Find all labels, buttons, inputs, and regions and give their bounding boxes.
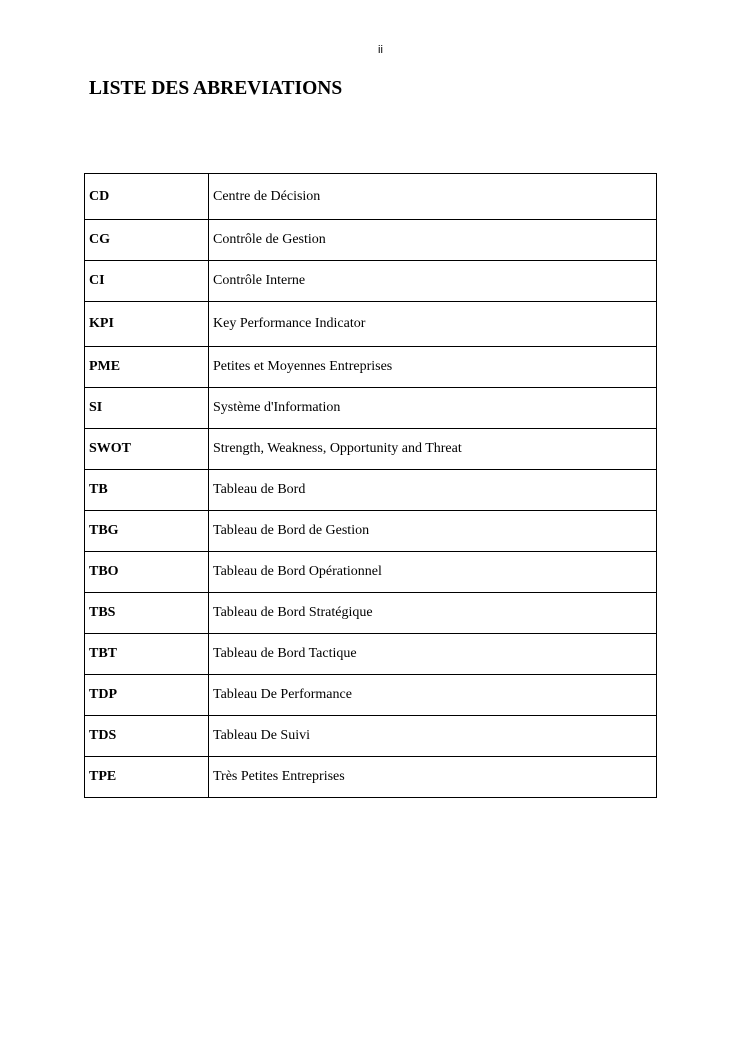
definition-cell: Tableau de Bord Tactique — [209, 634, 657, 675]
table-row — [85, 388, 657, 429]
definition-cell: Petites et Moyennes Entreprises — [209, 347, 657, 388]
abbreviation-cell: CG — [85, 220, 209, 261]
abbreviation-cell: TBG — [85, 511, 209, 552]
abbreviation-cell: TBS — [85, 593, 209, 634]
abbreviation-cell: TBO — [85, 552, 209, 593]
page-title: LISTE DES ABREVIATIONS — [89, 78, 343, 99]
definition-cell: Tableau De Suivi — [209, 716, 657, 757]
table-row — [85, 716, 657, 757]
table-row — [85, 675, 657, 716]
abbreviation-cell: KPI — [85, 302, 209, 347]
definition-cell: Tableau de Bord Opérationnel — [209, 552, 657, 593]
abbreviation-cell: PME — [85, 347, 209, 388]
definition-cell: Tableau de Bord de Gestion — [209, 511, 657, 552]
definition-cell: Tableau de Bord Stratégique — [209, 593, 657, 634]
abbreviation-cell: TPE — [85, 757, 209, 798]
abbreviation-cell: TB — [85, 470, 209, 511]
abbreviation-cell: SI — [85, 388, 209, 429]
definition-cell: Key Performance Indicator — [209, 302, 657, 347]
definition-cell: Contrôle Interne — [209, 261, 657, 302]
table-row — [85, 593, 657, 634]
table-row — [85, 174, 657, 220]
abbreviation-cell: CD — [85, 174, 209, 220]
table-row — [85, 302, 657, 347]
definition-cell: Système d'Information — [209, 388, 657, 429]
abbreviation-cell: CI — [85, 261, 209, 302]
page-number: ii — [378, 44, 383, 56]
table-row — [85, 347, 657, 388]
definition-cell: Tableau De Performance — [209, 675, 657, 716]
table-row — [85, 634, 657, 675]
definition-cell: Centre de Décision — [209, 174, 657, 220]
table-row — [85, 470, 657, 511]
definition-cell: Strength, Weakness, Opportunity and Threat — [209, 429, 657, 470]
table-row — [85, 511, 657, 552]
definition-cell: Très Petites Entreprises — [209, 757, 657, 798]
definition-cell: Contrôle de Gestion — [209, 220, 657, 261]
definition-cell: Tableau de Bord — [209, 470, 657, 511]
abbreviation-cell: TDS — [85, 716, 209, 757]
abbreviation-cell: TDP — [85, 675, 209, 716]
abbreviation-cell: SWOT — [85, 429, 209, 470]
table-row — [85, 261, 657, 302]
table-row — [85, 220, 657, 261]
abbreviations-table — [84, 173, 657, 798]
table-row — [85, 429, 657, 470]
abbreviation-cell: TBT — [85, 634, 209, 675]
table-row — [85, 757, 657, 798]
table-row — [85, 552, 657, 593]
